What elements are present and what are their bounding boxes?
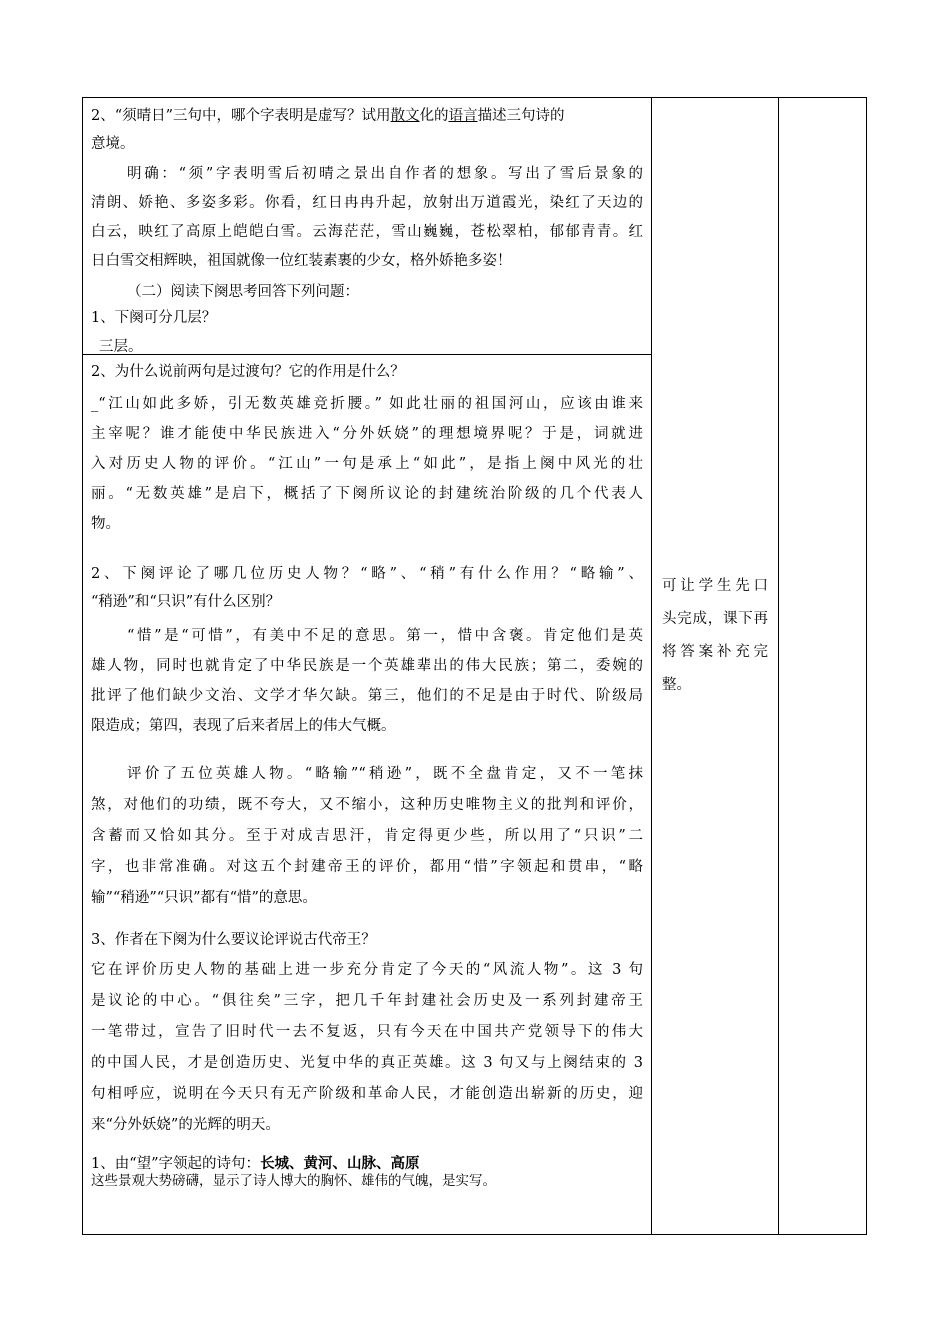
answer-line: 一笔带过，宣告了旧时代一去不复返，只有今天在中国共产党领导下的伟大	[91, 1024, 643, 1040]
answer-line: 是议论的中心。“俱往矣”三字，把几千年封建社会历史及一系列封建帝王	[91, 993, 643, 1009]
answer-line: 来“分外妖娆”的光辉的明天。	[91, 1117, 280, 1133]
answer-line: 输”“稍逊”“只识”都有“惜”的意思。	[91, 890, 317, 906]
separator-line	[83, 354, 651, 355]
answer-line: 明确：“须”字表明雪后初晴之景出自作者的想象。写出了雪后景象的	[127, 166, 643, 182]
question-line: 1、下阕可分几层？	[91, 310, 217, 326]
question-line: 意境。	[91, 136, 135, 152]
answer-line: 物。	[91, 516, 120, 532]
answer-line: _“江山如此多娇，引无数英雄竞折腰。” 如此壮丽的祖国河山，应该由谁来	[91, 396, 643, 412]
section-heading: （二）阅读下阕思考回答下列问题：	[127, 284, 359, 300]
bold-keywords: 长城、黄河、山脉、高原	[260, 1155, 420, 1172]
answer-line: 字，也非常准确。对这五个封建帝王的评价，都用“惜”字领起和贯串，“略	[91, 859, 643, 875]
question-line: 2、下阕评论了哪几位历史人物？“略”、“稍”有什么作用？“略输”、	[91, 566, 643, 582]
answer-line: 含蓄而又恰如其分。至于对成吉思汗，肯定得更少些，所以用了“只识”二	[91, 828, 643, 844]
note-line: 将答案补充完	[662, 644, 768, 660]
note-line: 可让学生先口	[662, 578, 768, 594]
question-text: 描述三句诗的	[477, 108, 565, 124]
answer-line: 雄人物，同时也就肯定了中华民族是一个英雄辈出的伟大民族；第二，委婉的	[91, 658, 643, 674]
answer-line: 它在评价历史人物的基础上进一步充分肯定了今天的“风流人物”。这 3 句	[91, 962, 643, 978]
question-line: 3、作者在下阕为什么要议论评说古代帝王？	[91, 932, 376, 948]
answer-line: 丽。“无数英雄”是启下，概括了下阕所议论的封建统治阶级的几个代表人	[91, 486, 643, 502]
answer-line: 的中国人民，才是创造历史、光复中华的真正英雄。这 3 句又与上阕结束的 3	[91, 1055, 643, 1071]
column-divider	[778, 98, 779, 1234]
answer-line: 评价了五位英雄人物。“略输”“稍逊”，既不全盘肯定，又不一笔抹	[127, 766, 643, 782]
answer-line: 批评了他们缺少文治、文学才华欠缺。第三，他们的不足是由于时代、阶级局	[91, 688, 643, 704]
question-line	[91, 106, 565, 126]
answer-line: 三层。	[99, 339, 143, 355]
note-line: 整。	[662, 677, 691, 693]
answer-line: 白云，映红了高原上皑皑白雪。云海茫茫，雪山巍巍，苍松翠柏，郁郁青青。红	[91, 224, 643, 240]
answer-line: 清朗、娇艳、多姿多彩。你看，红日冉冉升起，放射出万道霞光，染红了天边的	[91, 195, 643, 211]
underlined-word: 散文	[390, 108, 420, 124]
question-line: “稍逊”和“只识”有什么区别？	[91, 594, 281, 610]
underlined-word: 语言	[448, 108, 478, 124]
answer-line: 煞，对他们的功绩，既不夸大，又不缩小，这种历史唯物主义的批判和评价，	[91, 797, 643, 813]
answer-line: 入对历史人物的评价。“江山”一句是承上“如此”，是指上阕中风光的壮	[91, 456, 643, 472]
question-text: 2、“须晴日”三句中，哪个字表明是虚写？试用	[91, 108, 391, 124]
answer-line: 限造成；第四，表现了后来者居上的伟大气概。	[91, 718, 396, 734]
answer-line: 这些景观大势磅礴，显示了诗人博大的胸怀、雄伟的气魄，是实写。	[91, 1173, 496, 1189]
answer-line: 句相呼应，说明在今天只有无产阶级和革命人民，才能创造出崭新的历史，迎	[91, 1086, 643, 1102]
answer-line: “惜”是“可惜”，有美中不足的意思。第一，惜中含褒。肯定他们是英	[127, 628, 643, 644]
question-text: 化的	[419, 108, 449, 124]
question-line: 2、为什么说前两句是过渡句？它的作用是什么？	[91, 364, 405, 380]
question-text: 1、由“望”字领起的诗句：	[91, 1156, 261, 1172]
answer-line: 主宰呢？谁才能使中华民族进入“分外妖娆”的理想境界呢？于是，词就进	[91, 426, 643, 442]
lesson-table	[82, 97, 867, 1235]
content-column	[83, 98, 651, 1234]
note-line: 头完成，课下再	[662, 611, 768, 627]
teacher-note-column	[652, 98, 778, 1234]
answer-line: 日白雪交相辉映，祖国就像一位红装素裹的少女，格外娇艳多姿！	[91, 253, 512, 269]
